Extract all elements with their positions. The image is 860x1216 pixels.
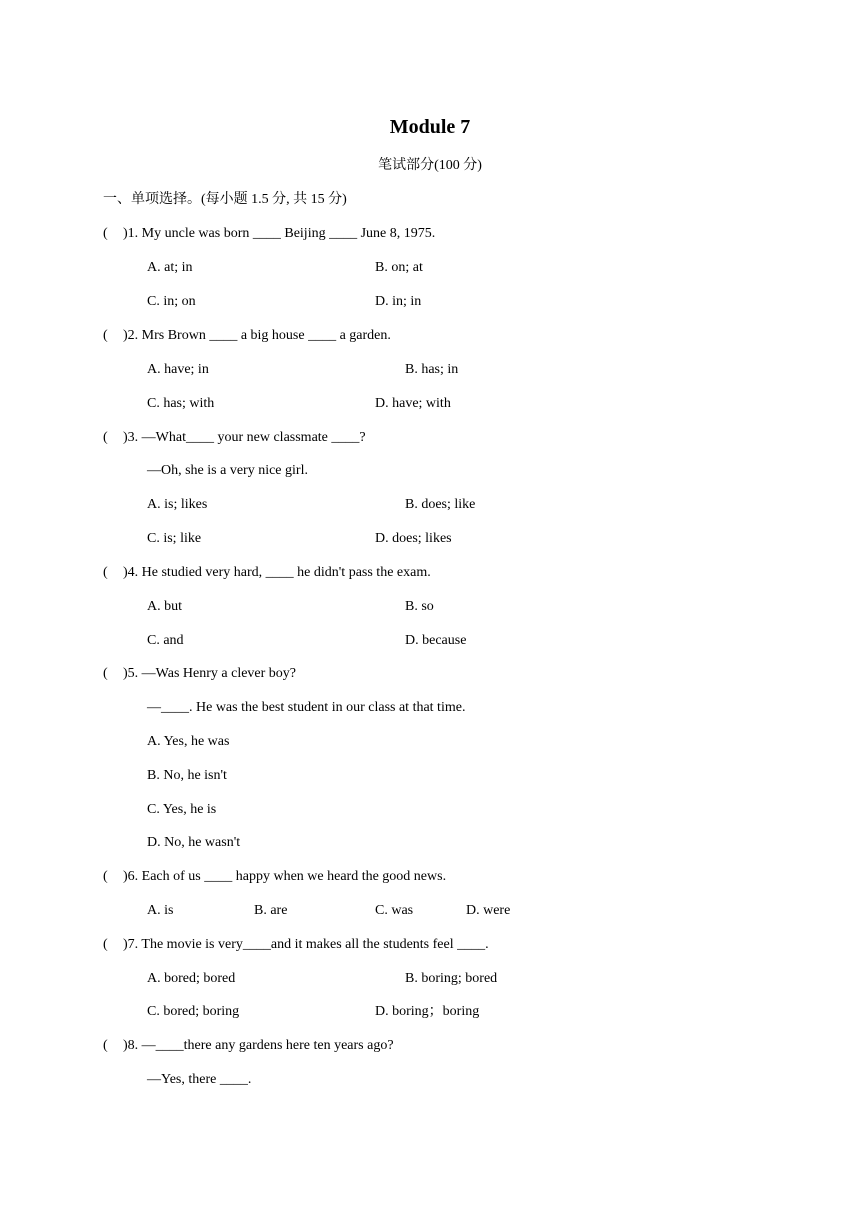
option-b: B. on; at — [375, 260, 423, 275]
question-reply: —____. He was the best student in our class at that time. — [147, 700, 466, 715]
question-reply: —Oh, she is a very nice girl. — [147, 463, 308, 478]
option-b: B. No, he isn't — [147, 768, 227, 783]
question-text: )1. My uncle was born ____ Beijing ____ June 8, 1975. — [123, 226, 436, 241]
option-c: C. Yes, he is — [147, 802, 217, 817]
answer-paren[interactable]: ( — [103, 666, 108, 681]
option-c: C. and — [147, 633, 184, 648]
option-d: D. does; likes — [375, 531, 452, 546]
answer-paren[interactable]: ( — [103, 226, 108, 241]
question-text: )4. He studied very hard, ____ he didn't pass the exam. — [123, 565, 431, 580]
page-title: Module 7 — [389, 116, 471, 138]
option-c: C. is; like — [147, 531, 202, 546]
question-3-stem — [103, 428, 366, 448]
page-subtitle: 笔试部分(100 分) — [378, 158, 482, 173]
question-1-stem — [103, 224, 435, 244]
option-a: A. have; in — [147, 362, 209, 377]
option-b: B. does; like — [405, 497, 476, 512]
question-7-stem — [103, 935, 489, 955]
question-5-stem — [103, 664, 296, 684]
option-a: A. bored; bored — [147, 971, 236, 986]
option-c: C. bored; boring — [147, 1004, 240, 1019]
question-4-stem — [103, 563, 431, 583]
option-a: A. Yes, he was — [147, 734, 230, 749]
question-text: )3. —What____ your new classmate ____? — [123, 430, 366, 445]
option-c: C. has; with — [147, 396, 215, 411]
question-text: )5. —Was Henry a clever boy? — [123, 666, 297, 681]
question-2-stem — [103, 326, 391, 346]
question-reply: —Yes, there ____. — [147, 1072, 252, 1087]
answer-paren[interactable]: ( — [103, 430, 108, 445]
answer-paren[interactable]: ( — [103, 565, 108, 580]
section-heading: 一、单项选择。(每小题 1.5 分, 共 15 分) — [103, 192, 347, 207]
question-text: )8. —____there any gardens here ten years ago? — [123, 1038, 394, 1053]
option-b: B. boring; bored — [405, 971, 498, 986]
question-text: )7. The movie is very____and it makes all the students feel ____. — [123, 937, 489, 952]
question-text: )2. Mrs Brown ____ a big house ____ a garden. — [123, 328, 391, 343]
option-a: A. is; likes — [147, 497, 208, 512]
question-8-stem — [103, 1036, 394, 1056]
answer-paren[interactable]: ( — [103, 869, 108, 884]
option-a: A. but — [147, 599, 182, 614]
option-a: A. at; in — [147, 260, 193, 275]
answer-paren[interactable]: ( — [103, 1038, 108, 1053]
option-c: C. in; on — [147, 294, 196, 309]
question-text: )6. Each of us ____ happy when we heard the good news. — [123, 869, 447, 884]
option-d: D. boring；boring — [375, 1004, 480, 1019]
option-d: D. were — [466, 903, 511, 918]
option-c: C. was — [375, 903, 414, 918]
option-b: B. so — [405, 599, 434, 614]
option-d: D. in; in — [375, 294, 422, 309]
option-b: B. has; in — [405, 362, 459, 377]
option-b: B. are — [254, 903, 288, 918]
option-d: D. have; with — [375, 396, 451, 411]
option-d: D. No, he wasn't — [147, 835, 241, 850]
option-d: D. because — [405, 633, 467, 648]
answer-paren[interactable]: ( — [103, 937, 108, 952]
option-a: A. is — [147, 903, 174, 918]
question-6-stem — [103, 867, 446, 887]
answer-paren[interactable]: ( — [103, 328, 108, 343]
